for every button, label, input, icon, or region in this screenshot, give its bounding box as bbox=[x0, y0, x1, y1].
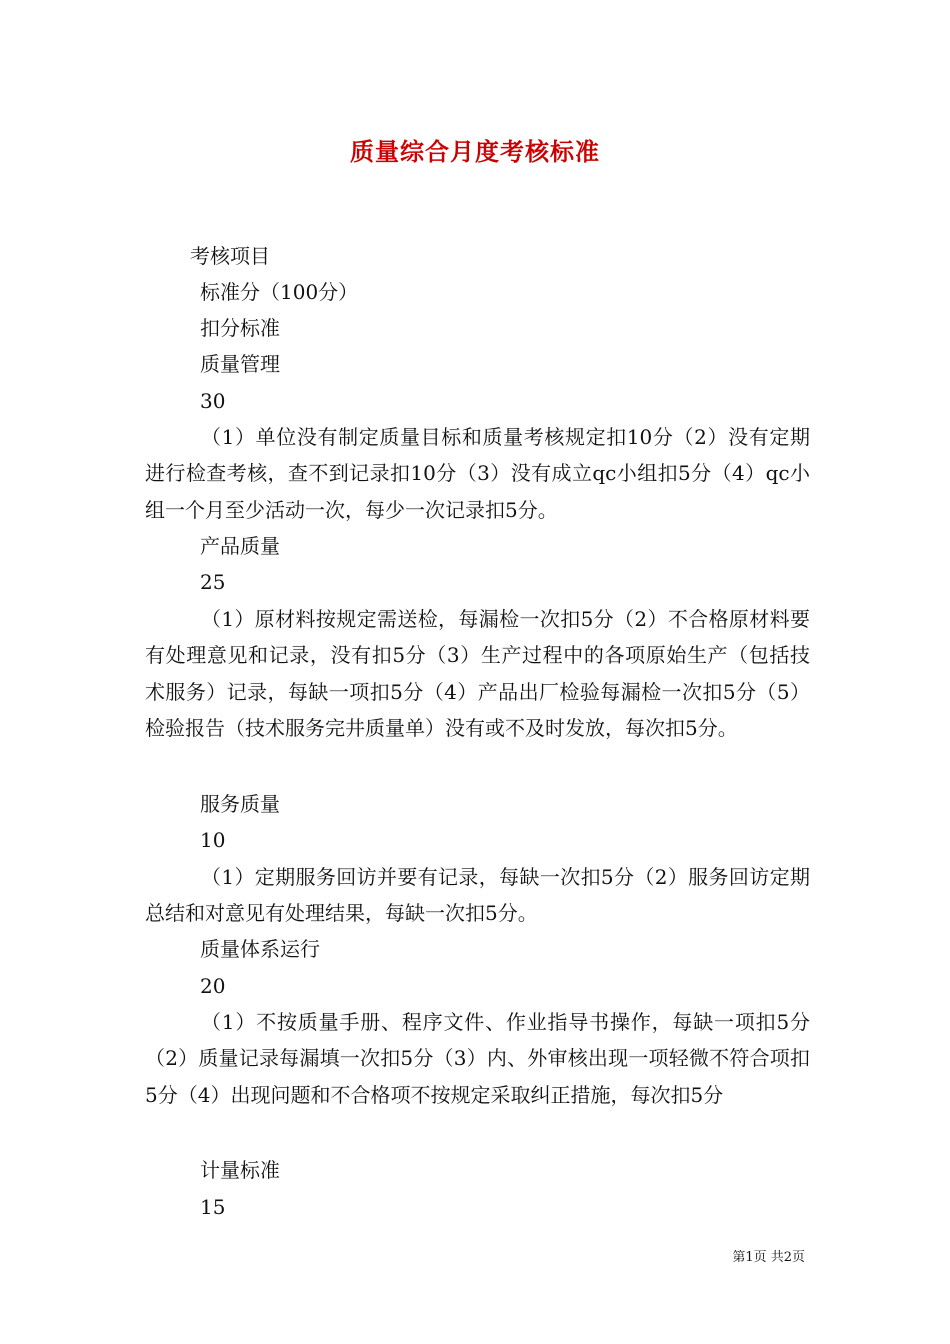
section-name: 服务质量 bbox=[200, 792, 280, 816]
section-score: 30 bbox=[200, 389, 226, 413]
header-assessment-item: 考核项目 bbox=[190, 244, 270, 268]
section-text: （1）定期服务回访并要有记录，每缺一次扣5分（2）服务回访定期总结和对意见有处理结果，每缺一次扣5分。 bbox=[145, 865, 810, 926]
section-score: 10 bbox=[200, 828, 226, 852]
page-footer: 第1页 共2页 bbox=[732, 1250, 805, 1265]
section-name: 质量管理 bbox=[200, 352, 280, 376]
header-deduction-standard: 扣分标准 bbox=[200, 316, 280, 340]
section-score: 25 bbox=[200, 570, 226, 594]
page-title: 质量综合月度考核标准 bbox=[350, 137, 600, 166]
section-score: 15 bbox=[200, 1195, 226, 1219]
section-name: 产品质量 bbox=[200, 534, 280, 558]
header-standard-score: 标准分（100分） bbox=[200, 280, 359, 304]
section-name: 计量标准 bbox=[200, 1158, 280, 1182]
section-name: 质量体系运行 bbox=[200, 937, 320, 961]
section-text: （1）单位没有制定质量目标和质量考核规定扣10分（2）没有定期进行检查考核，查不到记录扣10分（3）没有成立qc小组扣5分（4）qc小组一个月至少活动一次，每少一次记录扣5分。 bbox=[145, 425, 810, 522]
section-text: （1）原材料按规定需送检，每漏检一次扣5分（2）不合格原材料要有处理意见和记录，没有扣5分（3）生产过程中的各项原始生产（包括技术服务）记录，每缺一项扣5分（4）产品出厂检验每漏检一次扣5分（5）检验报告（技术服务完井质量单）没有或不及时发放，每次扣5分。 bbox=[145, 607, 810, 740]
section-score: 20 bbox=[200, 974, 226, 998]
section-text: （1）不按质量手册、程序文件、作业指导书操作，每缺一项扣5分（2）质量记录每漏填一次扣5分（3）内、外审核出现一项轻微不符合项扣5分（4）出现问题和不合格项不按规定采取纠正措施，每次扣5分 bbox=[145, 1010, 810, 1107]
